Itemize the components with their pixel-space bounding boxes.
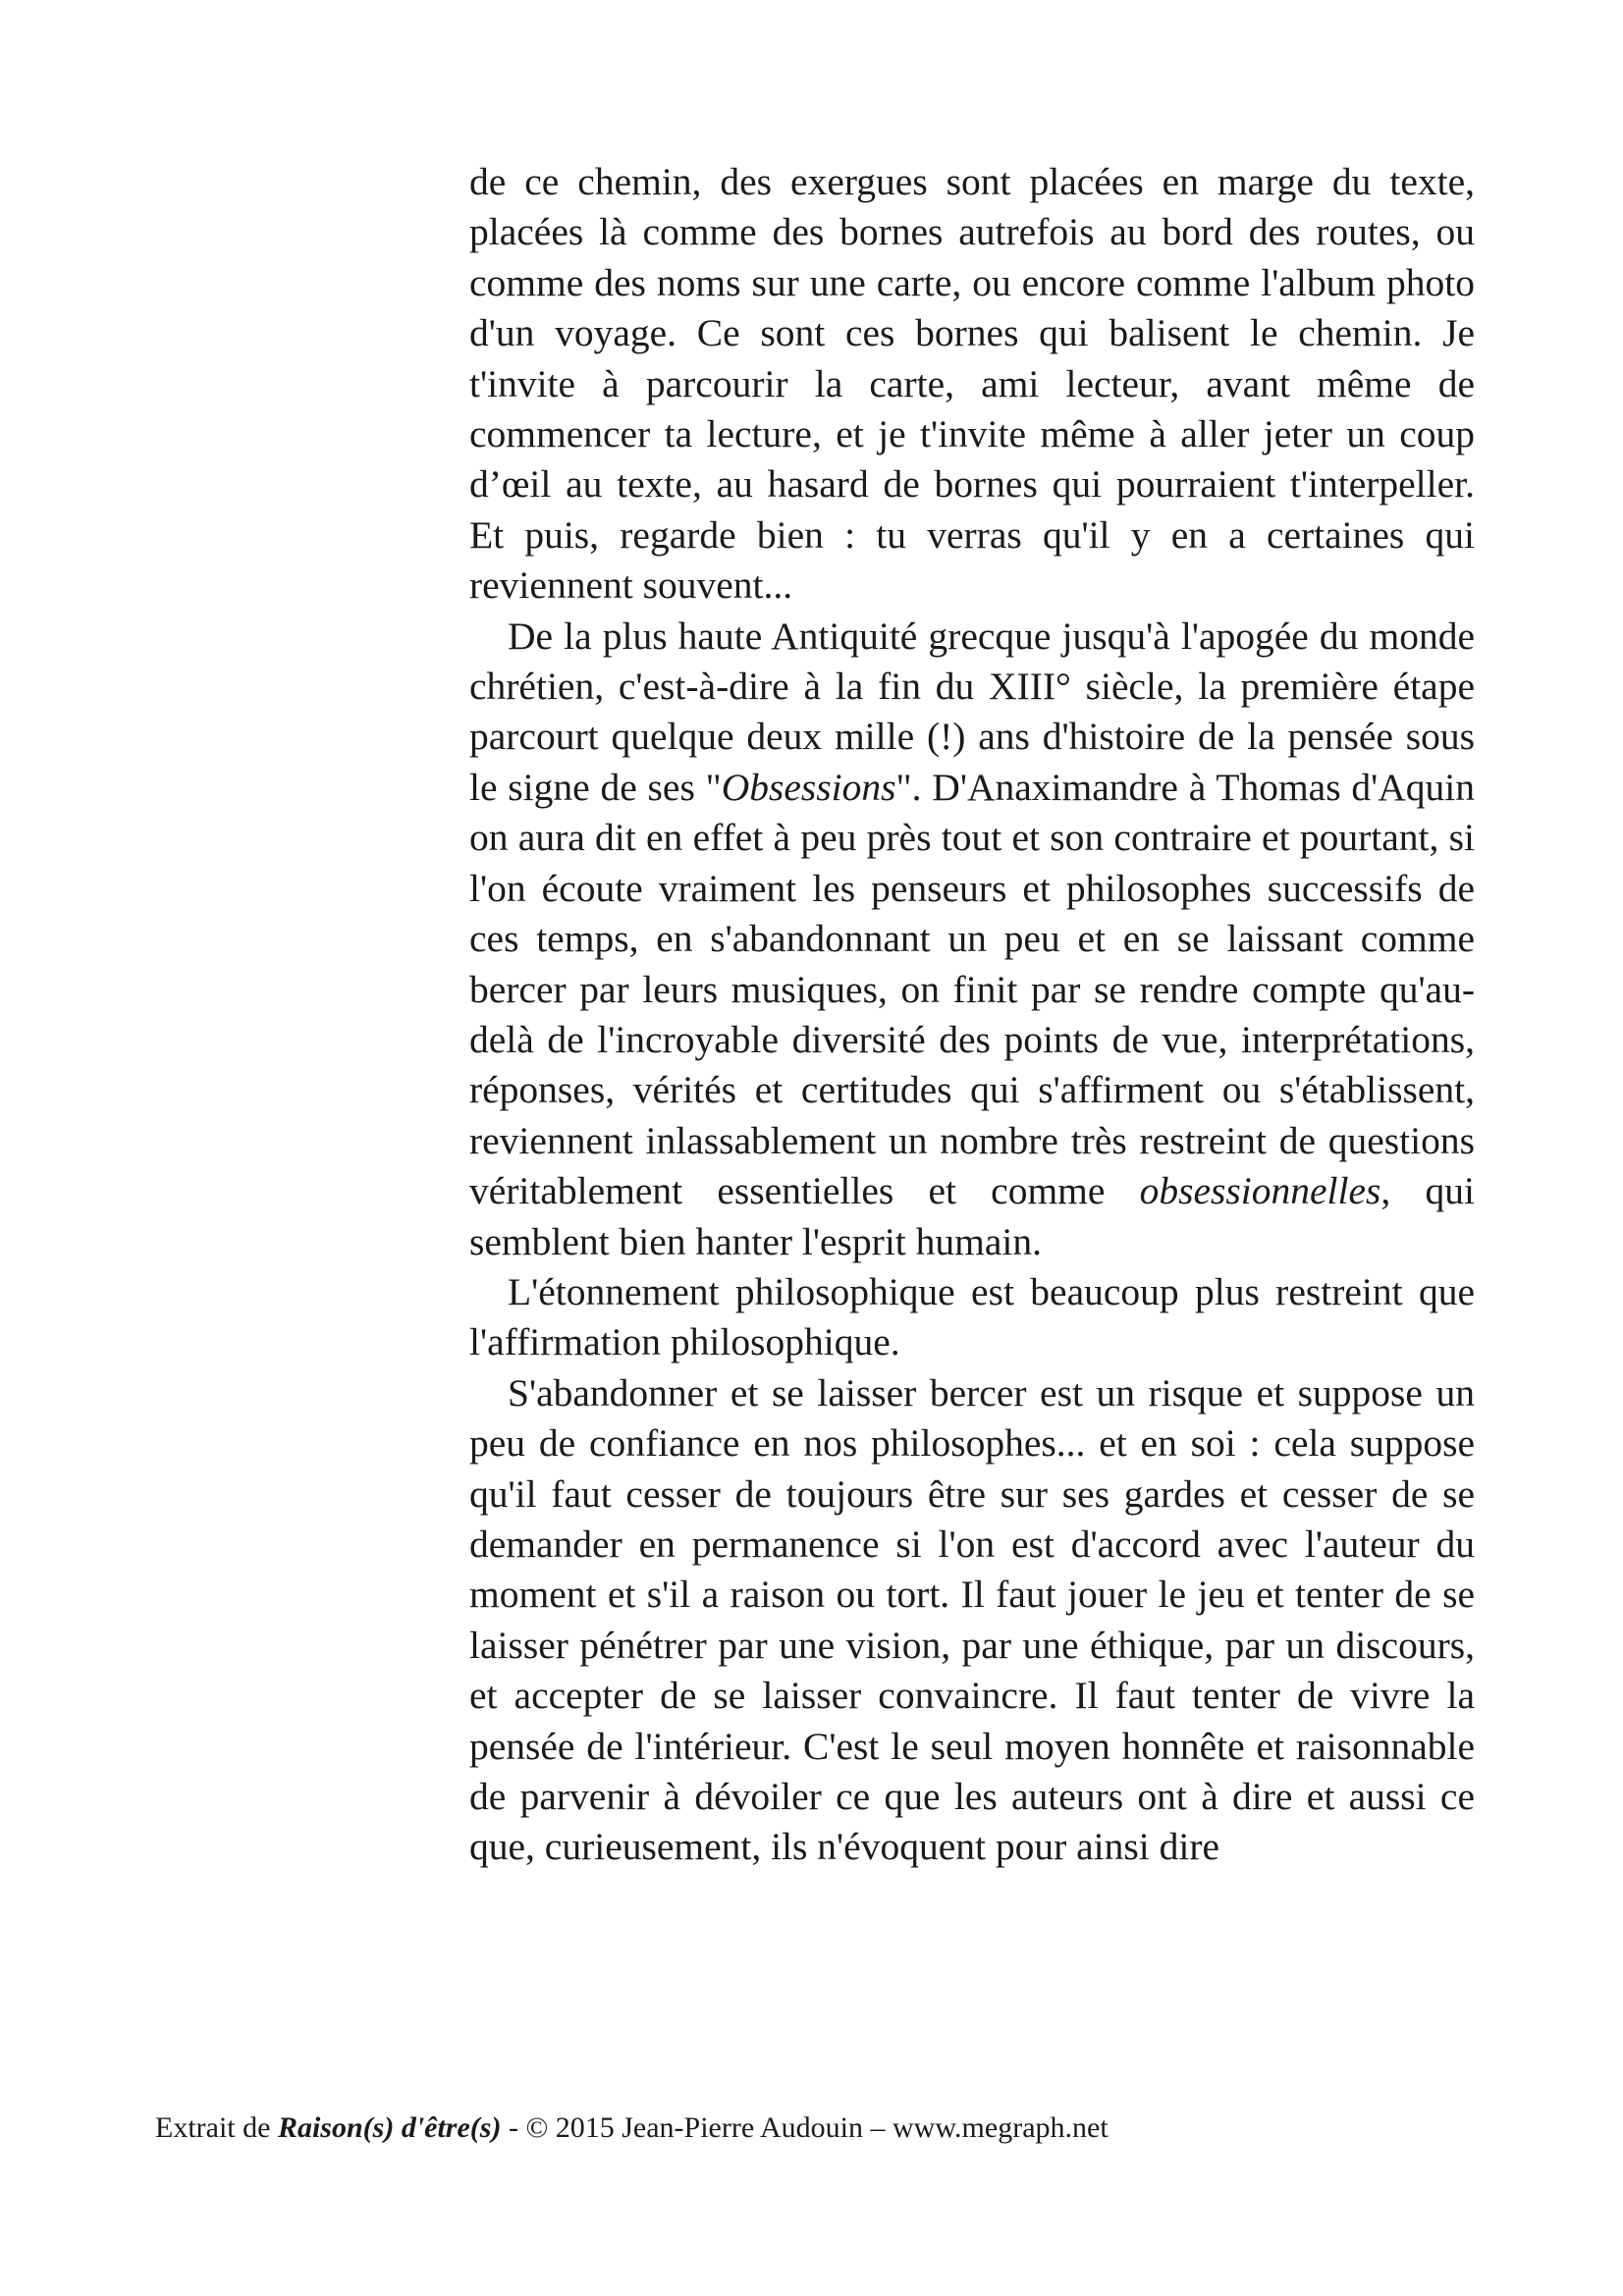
paragraph-4 bbox=[469, 1368, 1475, 1873]
footer-prefix: Extrait de bbox=[155, 2111, 278, 2144]
paragraph-2 bbox=[469, 612, 1475, 1267]
body-text bbox=[469, 157, 1475, 1873]
footer-book-title: Raison(s) d'être(s) bbox=[277, 2111, 502, 2144]
text-segment: , qui semblent bien hanter l'esprit humain. bbox=[469, 1169, 1475, 1263]
text-segment: de ce chemin, des exergues sont placées en marge du texte, placées là comme des bornes autrefois au bord des routes, ou comme des noms sur une carte, ou encore comme l'album photo d'un voyage. Ce sont ces bornes qui balisent le chemin. Je t'invite à parcourir la carte, ami lecteur, avant même de commencer ta lecture, et je t'invite même à aller jeter un coup d’œil au texte, au hasard de bornes qui pourraient t'interpeller. Et puis, regarde bien : tu verras qu'il y en a certaines qui reviennent souvent... bbox=[469, 160, 1475, 608]
emphasis-obsessionnelles: obsessionnelles bbox=[1139, 1169, 1381, 1213]
text-segment: De la plus haute Antiquité grecque jusqu'à l'apogée du monde chrétien, c'est-à-dire à la fin du XIII° siècle, la première étape parcourt quelque deux mille (!) ans d'histoire de la pensée sous le signe de ses " bbox=[469, 614, 1475, 809]
paragraph-3 bbox=[469, 1267, 1475, 1368]
emphasis-obsessions: Obsessions bbox=[721, 765, 896, 809]
paragraph-1 bbox=[469, 157, 1475, 612]
page-footer bbox=[155, 2109, 1109, 2148]
text-segment: L'étonnement philosophique est beaucoup plus restreint que l'affirmation philosophique. bbox=[469, 1269, 1475, 1364]
text-segment: ". D'Anaximandre à Thomas d'Aquin on aura dit en effet à peu près tout et son contraire et pourtant, si l'on écoute vraiment les penseurs et philosophes successifs de ces temps, en s'abandonnant un peu et en se laissant comme bercer par leurs musiques, on finit par se rendre compte qu'au-delà de l'incroyable diversité des points de vue, interprétations, réponses, vérités et certitudes qui s'affirment ou s'établissent, reviennent inlassablement un nombre très restreint de questions véritablement essentielles et comme bbox=[469, 765, 1475, 1213]
footer-copyright: - © 2015 Jean-Pierre Audouin – www.megraph.net bbox=[501, 2111, 1109, 2144]
text-segment: S'abandonner et se laisser bercer est un risque et suppose un peu de confiance en nos philosophes... et en soi : cela suppose qu'il faut cesser de toujours être sur ses gardes et cesser de se demander en permanence si l'on est d'accord avec l'auteur du moment et s'il a raison ou tort. Il faut jouer le jeu et tenter de se laisser pénétrer par une vision, par une éthique, par un discours, et accepter de se laisser convaincre. Il faut tenter de vivre la pensée de l'intérieur. C'est le seul moyen honnête et raisonnable de parvenir à dévoiler ce que les auteurs ont à dire et aussi ce que, curieusement, ils n'évoquent pour ainsi dire bbox=[469, 1370, 1475, 1869]
